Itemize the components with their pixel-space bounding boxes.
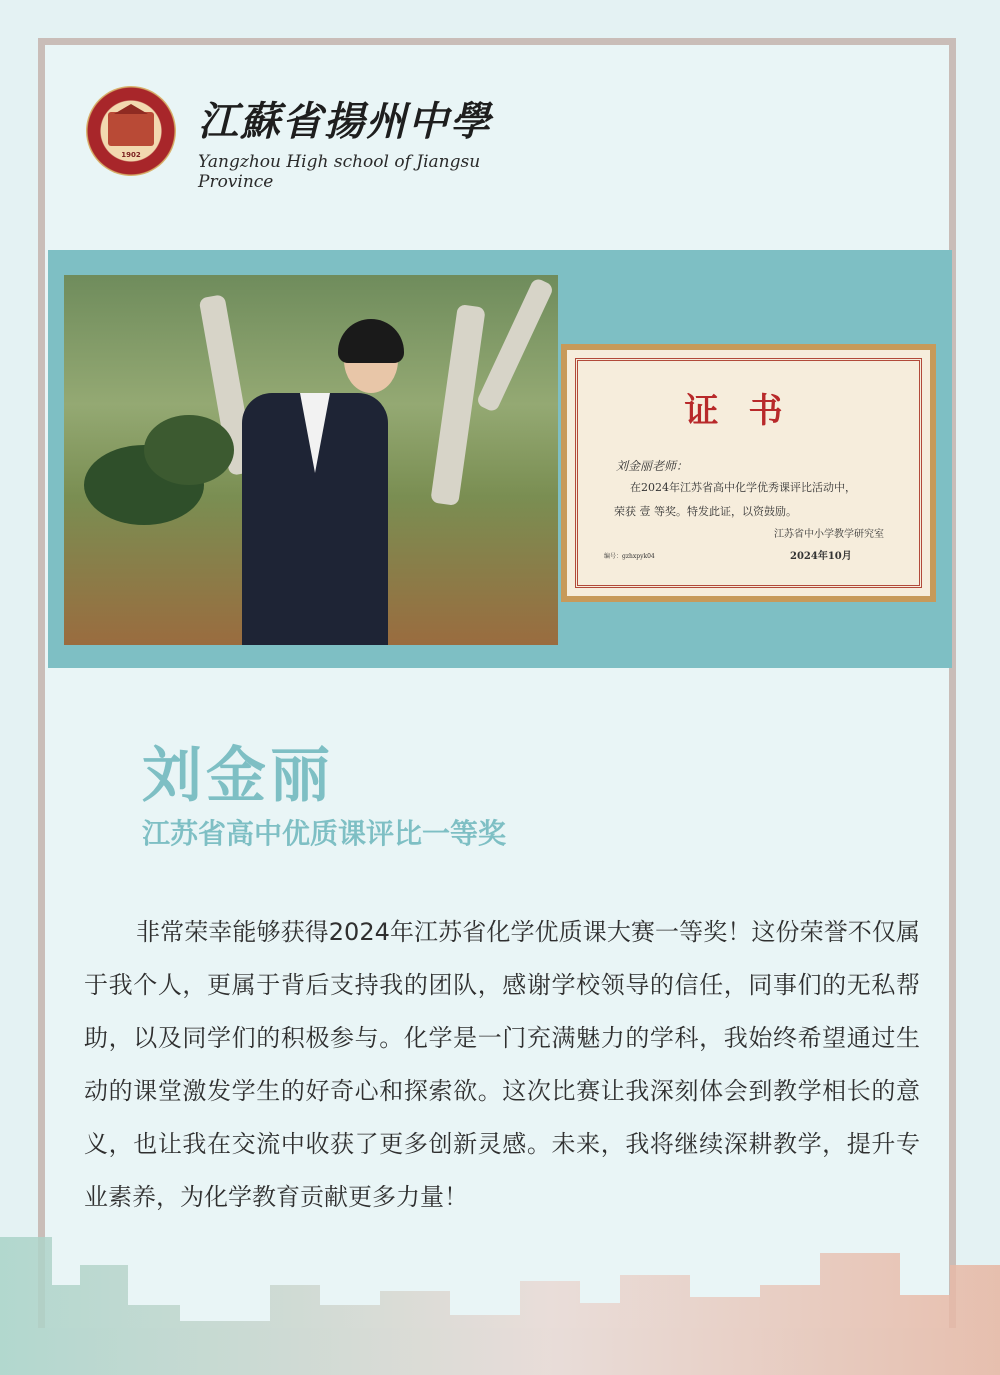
school-header bbox=[86, 86, 546, 192]
teacher-hair bbox=[338, 319, 404, 363]
certificate-line-2: 荣获 壹 等奖。特发此证，以资鼓励。 bbox=[614, 505, 797, 518]
school-seal-logo bbox=[86, 86, 176, 176]
seal-building-icon bbox=[108, 112, 154, 146]
shrub bbox=[144, 415, 234, 485]
certificate-inner bbox=[575, 358, 922, 588]
teacher-photo bbox=[64, 275, 558, 645]
certificate-serial: 编号：gzhxpyk04 bbox=[604, 553, 655, 560]
tree-trunk bbox=[430, 304, 486, 506]
statement-paragraph: 非常荣幸能够获得2024年江苏省化学优质课大赛一等奖！这份荣誉不仅属于我个人，更属于背后支持我的团队，感谢学校领导的信任，同事们的无私帮助，以及同学们的积极参与。化学是一门充满魅力的学科，我始终希望通过生动的课堂激发学生的好奇心和探索欲。这次比赛让我深刻体会到教学相长的意义，也让我在交流中收获了更多创新灵感。未来，我将继续深耕教学，提升专业素养，为化学教育贡献更多力量！ bbox=[84, 918, 920, 1211]
award-title: 江苏省高中优质课评比一等奖 bbox=[142, 817, 507, 850]
school-name-en: Yangzhou High school of Jiangsu Province bbox=[198, 152, 481, 192]
skyline-decoration bbox=[0, 1225, 1000, 1375]
award-certificate bbox=[561, 344, 936, 602]
school-name-cn: 江蘇省揚州中學 bbox=[198, 98, 492, 145]
tree-trunk bbox=[475, 277, 554, 413]
statement-block bbox=[84, 906, 920, 1224]
seal-year: 1902 bbox=[121, 151, 141, 159]
certificate-recipient: 刘金丽老师： bbox=[616, 459, 689, 473]
certificate-line-1: 在2024年江苏省高中化学优秀课评比活动中， bbox=[630, 481, 856, 494]
certificate-date: 2024年10月 bbox=[790, 551, 852, 562]
certificate-issuer: 江苏省中小学教学研究室 bbox=[774, 529, 884, 540]
certificate-title: 证书 bbox=[684, 391, 813, 431]
teacher-name: 刘金丽 bbox=[142, 741, 334, 811]
